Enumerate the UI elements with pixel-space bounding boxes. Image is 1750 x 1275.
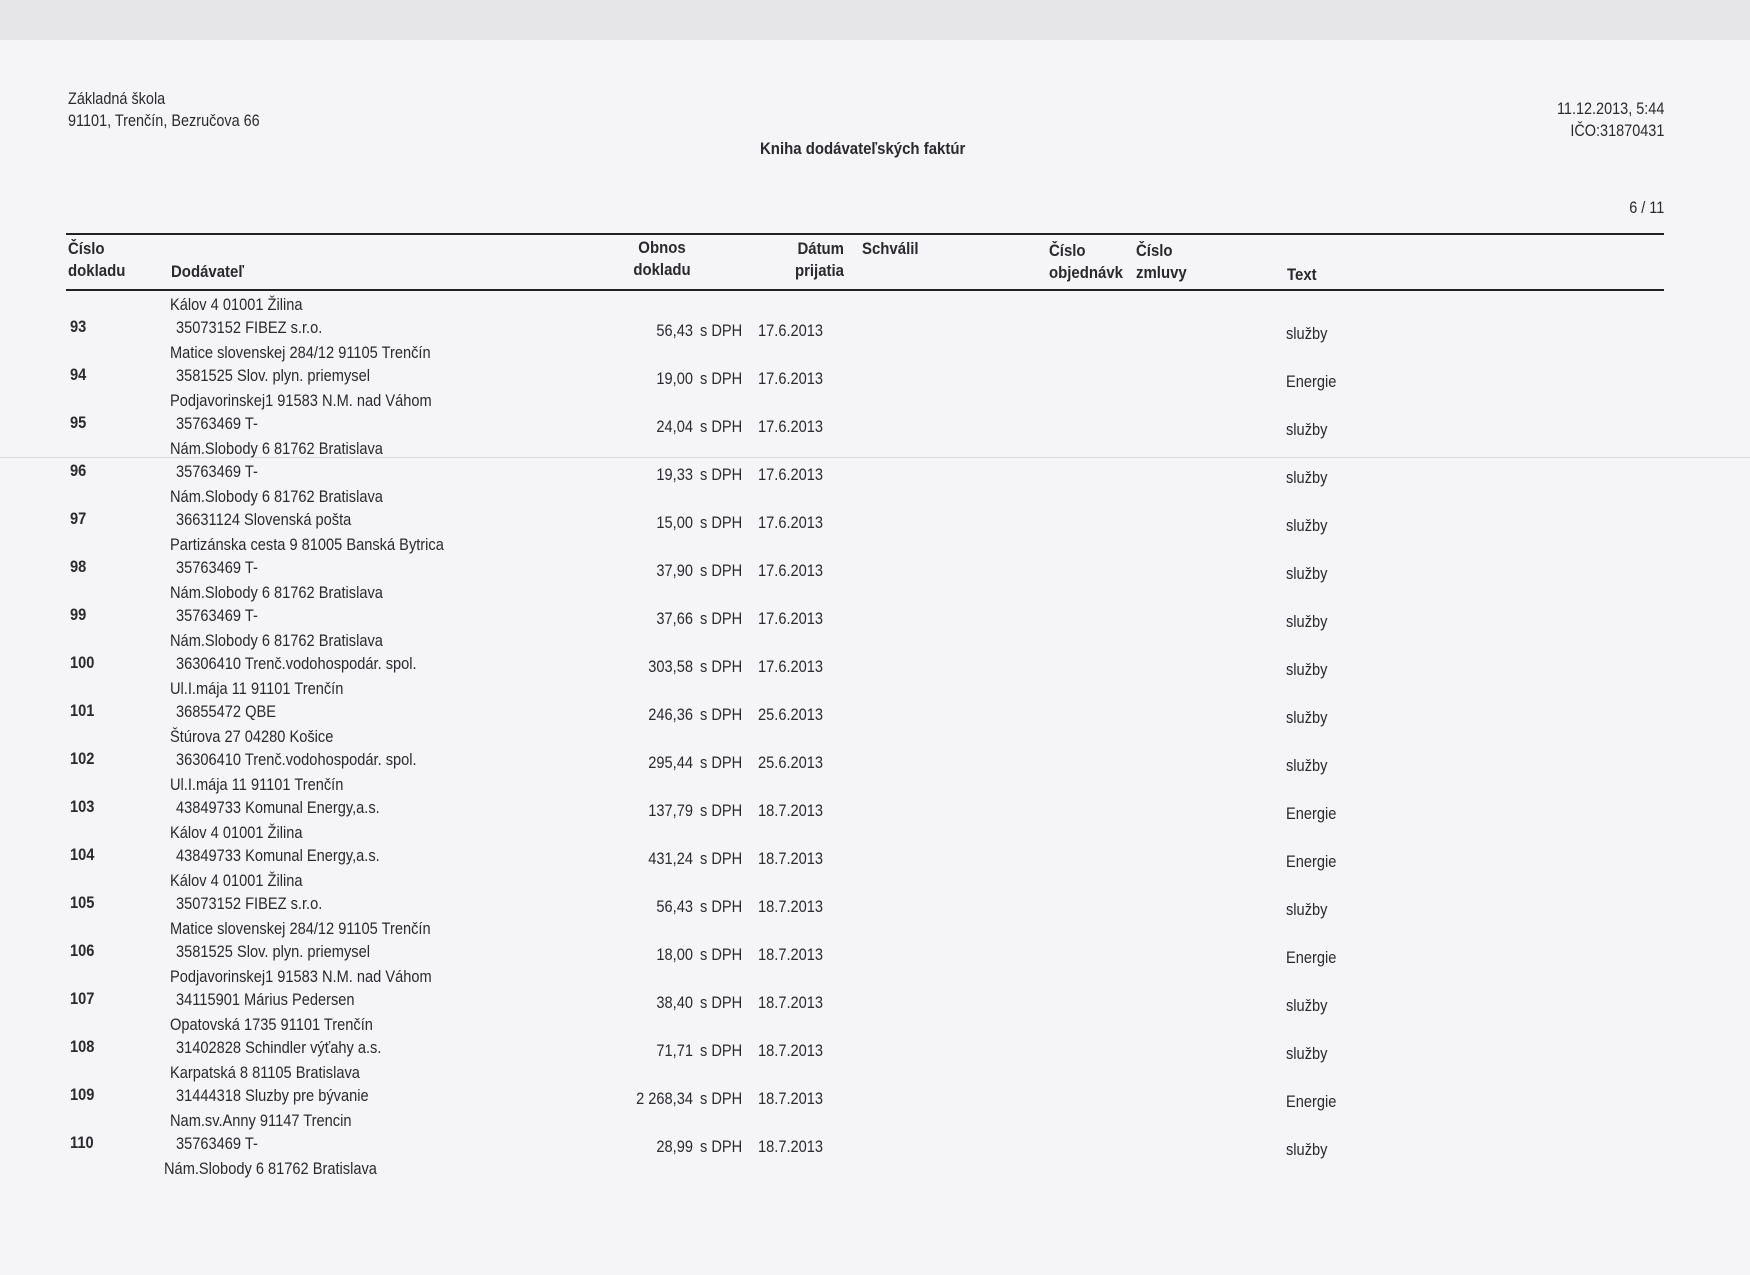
received-date: 18.7.2013: [758, 1137, 824, 1156]
print-stamp: [1557, 98, 1664, 142]
col-header-line: Číslo: [68, 239, 105, 258]
document-number: 108: [70, 1037, 95, 1056]
invoice-text: služby: [1286, 660, 1328, 679]
organization-name: Základná škola: [68, 89, 166, 108]
supplier-address: Ul.I.mája 11 91101 Trenčín: [170, 679, 344, 698]
col-header-line: dokladu: [633, 260, 691, 279]
invoice-text: služby: [1286, 612, 1328, 631]
vat-flag: s DPH: [700, 657, 743, 676]
col-header-schvalil: Schválil: [862, 239, 919, 258]
supplier-address: Štúrova 27 04280 Košice: [170, 727, 334, 746]
col-header-text: Text: [1287, 265, 1317, 284]
amount: 19,00: [656, 369, 693, 388]
document-number: 106: [70, 941, 95, 960]
page-number: 6 / 11: [1628, 198, 1664, 217]
invoice-text: služby: [1286, 900, 1328, 919]
vat-flag: s DPH: [700, 705, 743, 724]
supplier-ico-name: 31402828 Schindler výťahy a.s.: [176, 1038, 382, 1057]
document-number: 101: [70, 701, 95, 720]
organization-block: [68, 88, 260, 132]
table-row: [0, 867, 1750, 919]
received-date: 17.6.2013: [758, 609, 824, 628]
received-date: 17.6.2013: [758, 513, 824, 532]
table-row: [0, 723, 1750, 775]
table-row: [0, 387, 1750, 439]
vat-flag: s DPH: [700, 609, 743, 628]
invoice-text: služby: [1286, 996, 1328, 1015]
vat-flag: s DPH: [700, 897, 743, 916]
amount: 246,36: [648, 705, 693, 724]
invoice-text: Energie: [1286, 852, 1337, 871]
table-row: [0, 1107, 1750, 1159]
table-row: [0, 1011, 1750, 1063]
table-row: [0, 579, 1750, 631]
document-number: 109: [70, 1085, 95, 1104]
supplier-address: Nam.sv.Anny 91147 Trencin: [170, 1111, 352, 1130]
vat-flag: s DPH: [700, 1089, 743, 1108]
amount: 24,04: [656, 417, 693, 436]
amount: 56,43: [656, 897, 693, 916]
scan-top-margin: [0, 0, 1750, 40]
amount: 18,00: [656, 945, 693, 964]
invoice-text: služby: [1286, 420, 1328, 439]
organization-address: 91101, Trenčín, Bezručova 66: [68, 111, 260, 130]
document-number: 110: [70, 1133, 94, 1152]
supplier-ico-name: 36631124 Slovenská pošta: [176, 510, 352, 529]
received-date: 17.6.2013: [758, 417, 824, 436]
supplier-ico-name: 35763469 T-: [176, 414, 258, 433]
table-row: [0, 675, 1750, 727]
col-header-line: dokladu: [68, 261, 126, 280]
received-date: 18.7.2013: [758, 849, 824, 868]
supplier-ico-name: 35763469 T-: [176, 462, 258, 481]
invoice-text: služby: [1286, 708, 1328, 727]
invoice-table-body: [0, 291, 1750, 1159]
document-number: 95: [70, 413, 87, 432]
supplier-ico-name: 43849733 Komunal Energy,a.s.: [176, 846, 380, 865]
organization-ico: IČO:31870431: [1569, 121, 1664, 140]
received-date: 25.6.2013: [758, 753, 824, 772]
col-header-line: Dátum: [797, 239, 844, 258]
table-row: [0, 963, 1750, 1015]
received-date: 17.6.2013: [758, 321, 824, 340]
col-header-cislo-zmluvy: [1136, 240, 1187, 284]
supplier-address: Opatovská 1735 91101 Trenčín: [170, 1015, 373, 1034]
amount: 295,44: [648, 753, 693, 772]
received-date: 18.7.2013: [758, 897, 824, 916]
vat-flag: s DPH: [700, 1041, 743, 1060]
supplier-ico-name: 35073152 FIBEZ s.r.o.: [176, 318, 323, 337]
vat-flag: s DPH: [700, 417, 743, 436]
table-row: [0, 531, 1750, 583]
received-date: 17.6.2013: [758, 561, 824, 580]
received-date: 18.7.2013: [758, 801, 824, 820]
vat-flag: s DPH: [700, 1137, 743, 1156]
invoice-text: Energie: [1286, 1092, 1337, 1111]
col-header-line: objednávk: [1049, 263, 1124, 282]
invoice-text: služby: [1286, 756, 1328, 775]
supplier-ico-name: 43849733 Komunal Energy,a.s.: [176, 798, 380, 817]
supplier-ico-name: 31444318 Sluzby pre bývanie: [176, 1086, 369, 1105]
document-title: Kniha dodávateľských faktúr: [760, 139, 966, 158]
document-number: 104: [70, 845, 95, 864]
amount: 137,79: [648, 801, 693, 820]
invoice-text: služby: [1286, 1044, 1328, 1063]
supplier-ico-name: 3581525 Slov. plyn. priemysel: [176, 366, 370, 385]
vat-flag: s DPH: [700, 801, 743, 820]
amount: 15,00: [656, 513, 693, 532]
supplier-address: Partizánska cesta 9 81005 Banská Bytrica: [170, 535, 444, 554]
vat-flag: s DPH: [700, 993, 743, 1012]
table-row: [0, 1059, 1750, 1111]
vat-flag: s DPH: [700, 753, 743, 772]
document-number: 103: [70, 797, 95, 816]
supplier-ico-name: 35073152 FIBEZ s.r.o.: [176, 894, 323, 913]
supplier-ico-name: 36306410 Trenč.vodohospodár. spol.: [176, 654, 417, 673]
invoice-text: služby: [1286, 468, 1328, 487]
document-number: 100: [70, 653, 95, 672]
supplier-ico-name: 35763469 T-: [176, 558, 258, 577]
table-row: [0, 435, 1750, 487]
amount: 19,33: [656, 465, 693, 484]
supplier-address: Nám.Slobody 6 81762 Bratislava: [170, 439, 383, 458]
table-row: [0, 339, 1750, 391]
document-number: 97: [70, 509, 87, 528]
col-header-dodavatel: Dodávateľ: [171, 262, 245, 281]
supplier-ico-name: 3581525 Slov. plyn. priemysel: [176, 942, 370, 961]
supplier-ico-name: 35763469 T-: [176, 1134, 258, 1153]
supplier-address: Podjavorinskej1 91583 N.M. nad Váhom: [170, 391, 432, 410]
amount: 28,99: [656, 1137, 693, 1156]
col-header-line: zmluvy: [1136, 263, 1187, 282]
supplier-address: Nám.Slobody 6 81762 Bratislava: [164, 1159, 377, 1178]
supplier-address: Karpatská 8 81105 Bratislava: [170, 1063, 360, 1082]
table-row: [0, 915, 1750, 967]
col-header-line: Číslo: [1136, 241, 1173, 260]
received-date: 18.7.2013: [758, 1089, 824, 1108]
amount: 431,24: [648, 849, 693, 868]
received-date: 18.7.2013: [758, 945, 824, 964]
invoice-text: služby: [1286, 564, 1328, 583]
supplier-address: Kálov 4 01001 Žilina: [170, 823, 303, 842]
document-number: 99: [70, 605, 87, 624]
invoice-text: služby: [1286, 516, 1328, 535]
supplier-address: Nám.Slobody 6 81762 Bratislava: [170, 487, 383, 506]
col-header-line: Číslo: [1049, 241, 1086, 260]
print-timestamp: 11.12.2013, 5:44: [1556, 99, 1664, 118]
supplier-ico-name: 36306410 Trenč.vodohospodár. spol.: [176, 750, 417, 769]
header-top-rule: [66, 233, 1664, 235]
vat-flag: s DPH: [700, 561, 743, 580]
supplier-address: Kálov 4 01001 Žilina: [170, 295, 303, 314]
invoice-text: Energie: [1286, 804, 1337, 823]
supplier-ico-name: 34115901 Márius Pedersen: [176, 990, 355, 1009]
invoice-text: Energie: [1286, 372, 1337, 391]
amount: 38,40: [656, 993, 693, 1012]
document-number: 105: [70, 893, 95, 912]
vat-flag: s DPH: [700, 849, 743, 868]
supplier-ico-name: 35763469 T-: [176, 606, 258, 625]
supplier-address: Matice slovenskej 284/12 91105 Trenčín: [170, 919, 431, 938]
supplier-address: Matice slovenskej 284/12 91105 Trenčín: [170, 343, 431, 362]
col-header-cislo-objednavky: [1049, 240, 1123, 284]
vat-flag: s DPH: [700, 513, 743, 532]
amount: 71,71: [656, 1041, 693, 1060]
amount: 2 268,34: [636, 1089, 693, 1108]
received-date: 25.6.2013: [758, 705, 824, 724]
col-header-line: Obnos: [638, 238, 686, 257]
col-header-line: prijatia: [794, 261, 844, 280]
table-row: [0, 627, 1750, 679]
vat-flag: s DPH: [700, 369, 743, 388]
received-date: 17.6.2013: [758, 657, 824, 676]
document-number: 93: [70, 317, 87, 336]
table-row: [0, 291, 1750, 343]
received-date: 18.7.2013: [758, 993, 824, 1012]
vat-flag: s DPH: [700, 945, 743, 964]
col-header-obnos: [616, 237, 708, 281]
table-row: [0, 819, 1750, 871]
supplier-address: Nám.Slobody 6 81762 Bratislava: [170, 583, 383, 602]
supplier-address: Nám.Slobody 6 81762 Bratislava: [170, 631, 383, 650]
col-header-cislo-dokladu: [68, 238, 125, 282]
supplier-ico-name: 36855472 QBE: [176, 702, 276, 721]
amount: 303,58: [648, 657, 693, 676]
col-header-datum: [779, 238, 844, 282]
amount: 56,43: [656, 321, 693, 340]
received-date: 17.6.2013: [758, 465, 824, 484]
document-number: 98: [70, 557, 87, 576]
table-row: [0, 771, 1750, 823]
table-row: [0, 483, 1750, 535]
invoice-text: služby: [1286, 1140, 1328, 1159]
invoice-text: služby: [1286, 324, 1328, 343]
amount: 37,66: [656, 609, 693, 628]
vat-flag: s DPH: [700, 321, 743, 340]
document-number: 102: [70, 749, 95, 768]
amount: 37,90: [656, 561, 693, 580]
document-number: 107: [70, 989, 95, 1008]
document-number: 96: [70, 461, 87, 480]
invoice-text: Energie: [1286, 948, 1337, 967]
supplier-address: Ul.I.mája 11 91101 Trenčín: [170, 775, 344, 794]
document-number: 94: [70, 365, 87, 384]
received-date: 17.6.2013: [758, 369, 824, 388]
received-date: 18.7.2013: [758, 1041, 824, 1060]
supplier-address: Kálov 4 01001 Žilina: [170, 871, 303, 890]
supplier-address: Podjavorinskej1 91583 N.M. nad Váhom: [170, 967, 432, 986]
vat-flag: s DPH: [700, 465, 743, 484]
